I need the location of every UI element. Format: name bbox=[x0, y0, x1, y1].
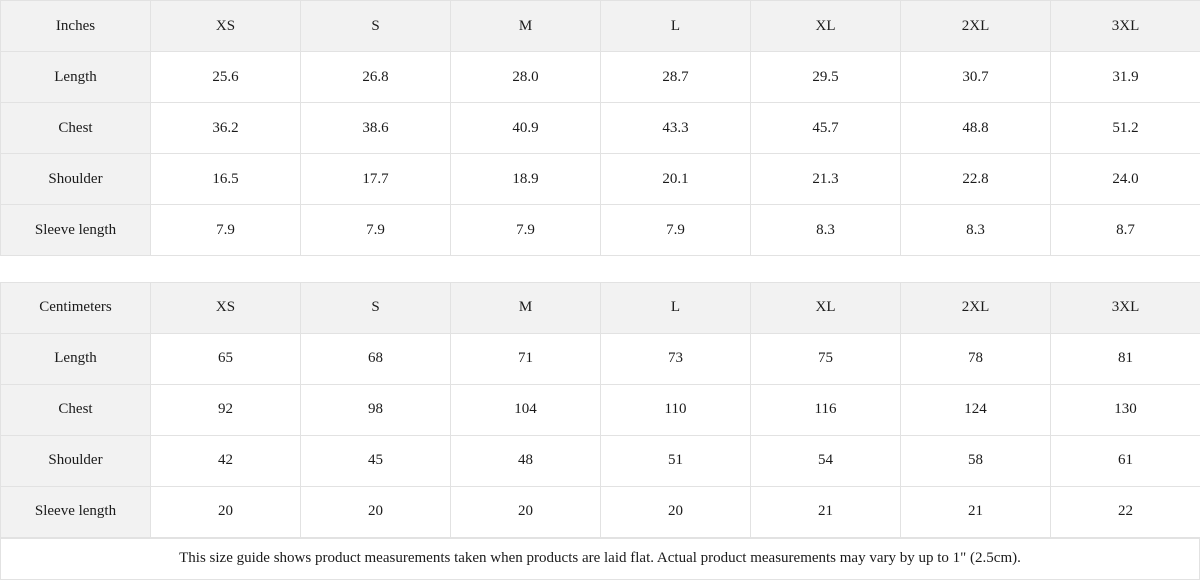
size-header-xs: XS bbox=[151, 1, 301, 52]
measurement-value: 29.5 bbox=[751, 52, 901, 103]
measurement-value: 98 bbox=[301, 384, 451, 435]
measurement-value: 75 bbox=[751, 333, 901, 384]
measurement-value: 48 bbox=[451, 435, 601, 486]
table-header-row bbox=[1, 1, 1200, 52]
measurement-value: 68 bbox=[301, 333, 451, 384]
measurement-value: 81 bbox=[1051, 333, 1200, 384]
size-header-l: L bbox=[601, 1, 751, 52]
measurement-value: 21.3 bbox=[751, 154, 901, 205]
measurement-value: 28.0 bbox=[451, 52, 601, 103]
measurement-value: 7.9 bbox=[301, 205, 451, 256]
measurement-value: 38.6 bbox=[301, 103, 451, 154]
measurement-value: 22.8 bbox=[901, 154, 1051, 205]
measurement-value: 73 bbox=[601, 333, 751, 384]
size-header-m: M bbox=[451, 1, 601, 52]
measurement-value: 21 bbox=[751, 486, 901, 537]
measurement-value: 45.7 bbox=[751, 103, 901, 154]
measurement-value: 110 bbox=[601, 384, 751, 435]
measurement-value: 124 bbox=[901, 384, 1051, 435]
table-row bbox=[1, 435, 1200, 486]
measurement-value: 8.7 bbox=[1051, 205, 1200, 256]
measurement-value: 25.6 bbox=[151, 52, 301, 103]
measurement-value: 78 bbox=[901, 333, 1051, 384]
measurement-value: 20 bbox=[151, 486, 301, 537]
measurement-value: 7.9 bbox=[451, 205, 601, 256]
table-row bbox=[1, 333, 1200, 384]
unit-label: Inches bbox=[1, 1, 151, 52]
measurement-value: 20 bbox=[301, 486, 451, 537]
table-row bbox=[1, 486, 1200, 537]
measurement-value: 22 bbox=[1051, 486, 1200, 537]
size-guide-footnote bbox=[0, 538, 1200, 580]
table-row bbox=[1, 205, 1200, 256]
measurement-value: 18.9 bbox=[451, 154, 601, 205]
size-header-2xl: 2XL bbox=[901, 1, 1051, 52]
measurement-value: 31.9 bbox=[1051, 52, 1200, 103]
measurement-value: 61 bbox=[1051, 435, 1200, 486]
measurement-label: Length bbox=[1, 333, 151, 384]
measurement-value: 51 bbox=[601, 435, 751, 486]
measurement-value: 20 bbox=[601, 486, 751, 537]
footnote-text: This size guide shows product measurements taken when products are laid flat. Actual product measurements may vary by up to 1" (2.5cm). bbox=[179, 550, 1021, 567]
measurement-value: 40.9 bbox=[451, 103, 601, 154]
measurement-value: 43.3 bbox=[601, 103, 751, 154]
measurement-value: 51.2 bbox=[1051, 103, 1200, 154]
table-row bbox=[1, 384, 1200, 435]
size-header-xl: XL bbox=[751, 1, 901, 52]
size-header-s: S bbox=[301, 1, 451, 52]
measurement-value: 17.7 bbox=[301, 154, 451, 205]
size-header-l: L bbox=[601, 282, 751, 333]
measurement-value: 24.0 bbox=[1051, 154, 1200, 205]
measurement-value: 7.9 bbox=[601, 205, 751, 256]
measurement-value: 130 bbox=[1051, 384, 1200, 435]
table-divider bbox=[0, 256, 1200, 282]
measurement-value: 28.7 bbox=[601, 52, 751, 103]
size-header-xl: XL bbox=[751, 282, 901, 333]
measurement-value: 48.8 bbox=[901, 103, 1051, 154]
measurement-value: 58 bbox=[901, 435, 1051, 486]
measurement-value: 8.3 bbox=[901, 205, 1051, 256]
measurement-value: 20.1 bbox=[601, 154, 751, 205]
measurement-value: 116 bbox=[751, 384, 901, 435]
measurement-value: 65 bbox=[151, 333, 301, 384]
size-header-s: S bbox=[301, 282, 451, 333]
measurement-label: Shoulder bbox=[1, 154, 151, 205]
measurement-value: 36.2 bbox=[151, 103, 301, 154]
table-row bbox=[1, 103, 1200, 154]
size-table-inches bbox=[0, 0, 1200, 256]
measurement-value: 30.7 bbox=[901, 52, 1051, 103]
measurement-value: 42 bbox=[151, 435, 301, 486]
measurement-value: 71 bbox=[451, 333, 601, 384]
table-header-row bbox=[1, 282, 1200, 333]
measurement-value: 16.5 bbox=[151, 154, 301, 205]
measurement-value: 7.9 bbox=[151, 205, 301, 256]
measurement-value: 45 bbox=[301, 435, 451, 486]
measurement-label: Chest bbox=[1, 103, 151, 154]
size-header-2xl: 2XL bbox=[901, 282, 1051, 333]
measurement-label: Sleeve length bbox=[1, 205, 151, 256]
measurement-value: 92 bbox=[151, 384, 301, 435]
size-header-3xl: 3XL bbox=[1051, 282, 1200, 333]
measurement-label: Sleeve length bbox=[1, 486, 151, 537]
measurement-label: Shoulder bbox=[1, 435, 151, 486]
measurement-value: 20 bbox=[451, 486, 601, 537]
table-row bbox=[1, 154, 1200, 205]
size-header-m: M bbox=[451, 282, 601, 333]
measurement-value: 54 bbox=[751, 435, 901, 486]
size-header-xs: XS bbox=[151, 282, 301, 333]
unit-label: Centimeters bbox=[1, 282, 151, 333]
table-row bbox=[1, 52, 1200, 103]
measurement-value: 104 bbox=[451, 384, 601, 435]
measurement-value: 21 bbox=[901, 486, 1051, 537]
size-table-centimeters bbox=[0, 282, 1200, 538]
measurement-value: 26.8 bbox=[301, 52, 451, 103]
size-header-3xl: 3XL bbox=[1051, 1, 1200, 52]
measurement-value: 8.3 bbox=[751, 205, 901, 256]
measurement-label: Chest bbox=[1, 384, 151, 435]
measurement-label: Length bbox=[1, 52, 151, 103]
